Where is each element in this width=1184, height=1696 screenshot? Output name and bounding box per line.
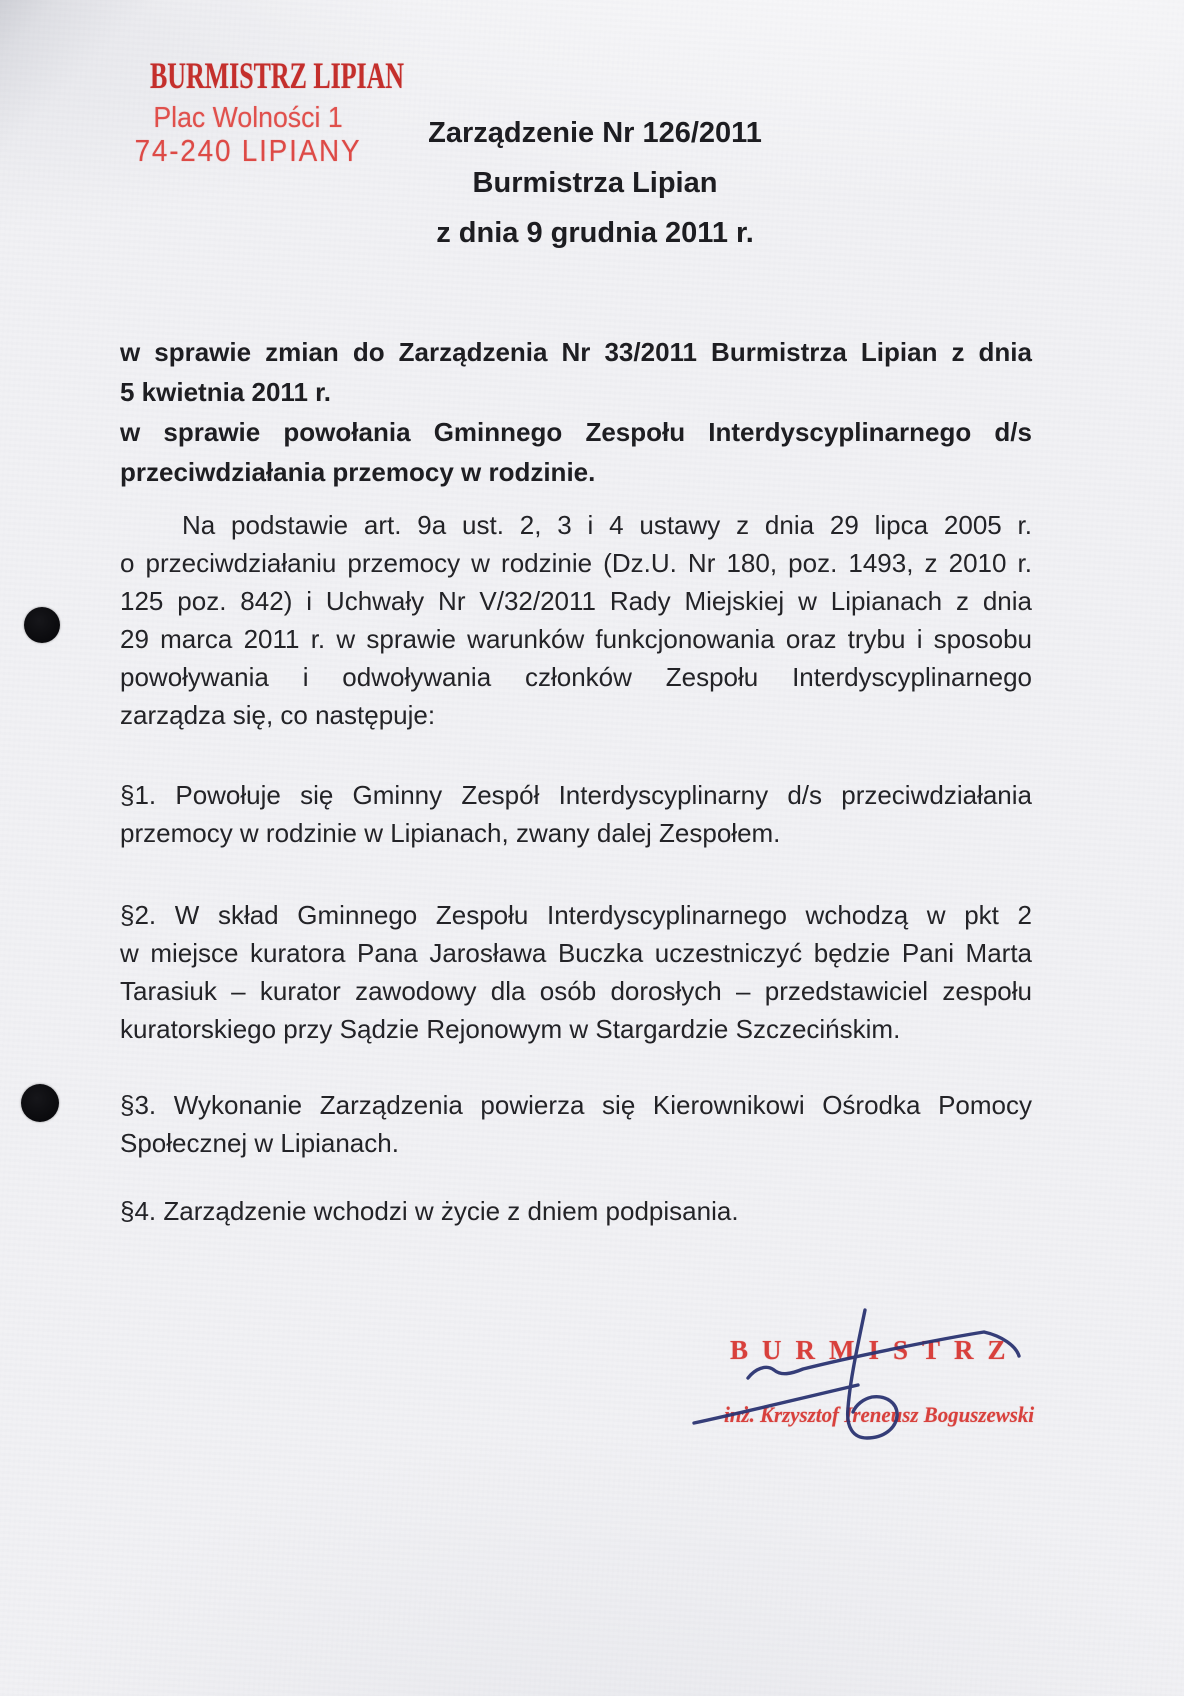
paragraph-line: powoływania i odwoływania członków Zespołu Interdyscyplinarnego [120, 662, 1032, 692]
section-4-paragraph [120, 1192, 1032, 1230]
paragraph-line: przeciwdziałania przemocy w rodzinie. [120, 457, 596, 487]
paragraph-line: o przeciwdziałaniu przemocy w rodzinie (Dz.U. Nr 180, poz. 1493, z 2010 r. [120, 548, 1032, 578]
handwritten-signature [620, 1280, 1060, 1480]
paragraph-line: Społecznej w Lipianach. [120, 1128, 399, 1158]
subject-paragraph [120, 332, 1032, 492]
paragraph-line: §1. Powołuje się Gminny Zespół Interdyscyplinarny d/s przeciwdziałania [120, 780, 1032, 810]
section-3-paragraph [120, 1086, 1032, 1162]
hole-punch-dot [21, 1084, 59, 1122]
signature-stroke [748, 1332, 1019, 1378]
title-date: z dnia 9 grudnia 2011 r. [436, 217, 754, 249]
title-issuer: Burmistrza Lipian [472, 167, 718, 199]
sender-stamp-street: Plac Wolności 1 [153, 102, 343, 134]
document-title [120, 108, 1070, 258]
sender-stamp-authority: BURMISTRZ LIPIAN [150, 56, 405, 97]
paragraph-line: 125 poz. 842) i Uchwały Nr V/32/2011 Rady Miejskiej w Lipianach z dnia [120, 586, 1032, 616]
legal-basis-paragraph [120, 506, 1032, 734]
paragraph-line: §2. W skład Gminnego Zespołu Interdyscyplinarnego wchodzą w pkt 2 [120, 900, 1032, 930]
paragraph-line: kuratorskiego przy Sądzie Rejonowym w Stargardzie Szczecińskim. [120, 1014, 901, 1044]
sender-stamp-city: 74-240 LIPIANY [134, 133, 362, 168]
paragraph-line: Tarasiuk – kurator zawodowy dla osób dorosłych – przedstawiciel zespołu [120, 976, 1032, 1006]
signature-stroke [694, 1385, 858, 1423]
section-1-paragraph [120, 776, 1032, 852]
paragraph-line: Na podstawie art. 9a ust. 2, 3 i 4 ustawy z dnia 29 lipca 2005 r. [182, 510, 1032, 540]
signature-stroke [848, 1310, 897, 1438]
paragraph-line: 29 marca 2011 r. w sprawie warunków funkcjonowania oraz trybu i sposobu [120, 624, 1032, 654]
signature-block [620, 1280, 1060, 1480]
title-ordinance-number: Zarządzenie Nr 126/2011 [428, 117, 762, 149]
paragraph-line: 5 kwietnia 2011 r. [120, 377, 332, 407]
document-body [120, 332, 1032, 1230]
paragraph-line: zarządza się, co następuje: [120, 700, 436, 730]
paragraph-line: §3. Wykonanie Zarządzenia powierza się Kierownikowi Ośrodka Pomocy [120, 1090, 1032, 1120]
paragraph-line: przemocy w rodzinie w Lipianach, zwany dalej Zespołem. [120, 818, 781, 848]
mayor-title-stamp: BURMISTRZ [730, 1335, 1020, 1365]
hole-punch-dot [24, 607, 60, 643]
paragraph-line: w sprawie zmian do Zarządzenia Nr 33/2011 Burmistrza Lipian z dnia [120, 337, 1032, 367]
paragraph-line: w sprawie powołania Gminnego Zespołu Interdyscyplinarnego d/s [120, 417, 1032, 447]
paragraph-line: w miejsce kuratora Pana Jarosława Buczka uczestniczyć będzie Pani Marta [120, 938, 1032, 968]
paragraph-line: §4. Zarządzenie wchodzi w życie z dniem podpisania. [120, 1196, 739, 1226]
signer-name-stamp: inż. Krzysztof Ireneusz Boguszewski [724, 1402, 1035, 1427]
section-2-paragraph [120, 896, 1032, 1048]
